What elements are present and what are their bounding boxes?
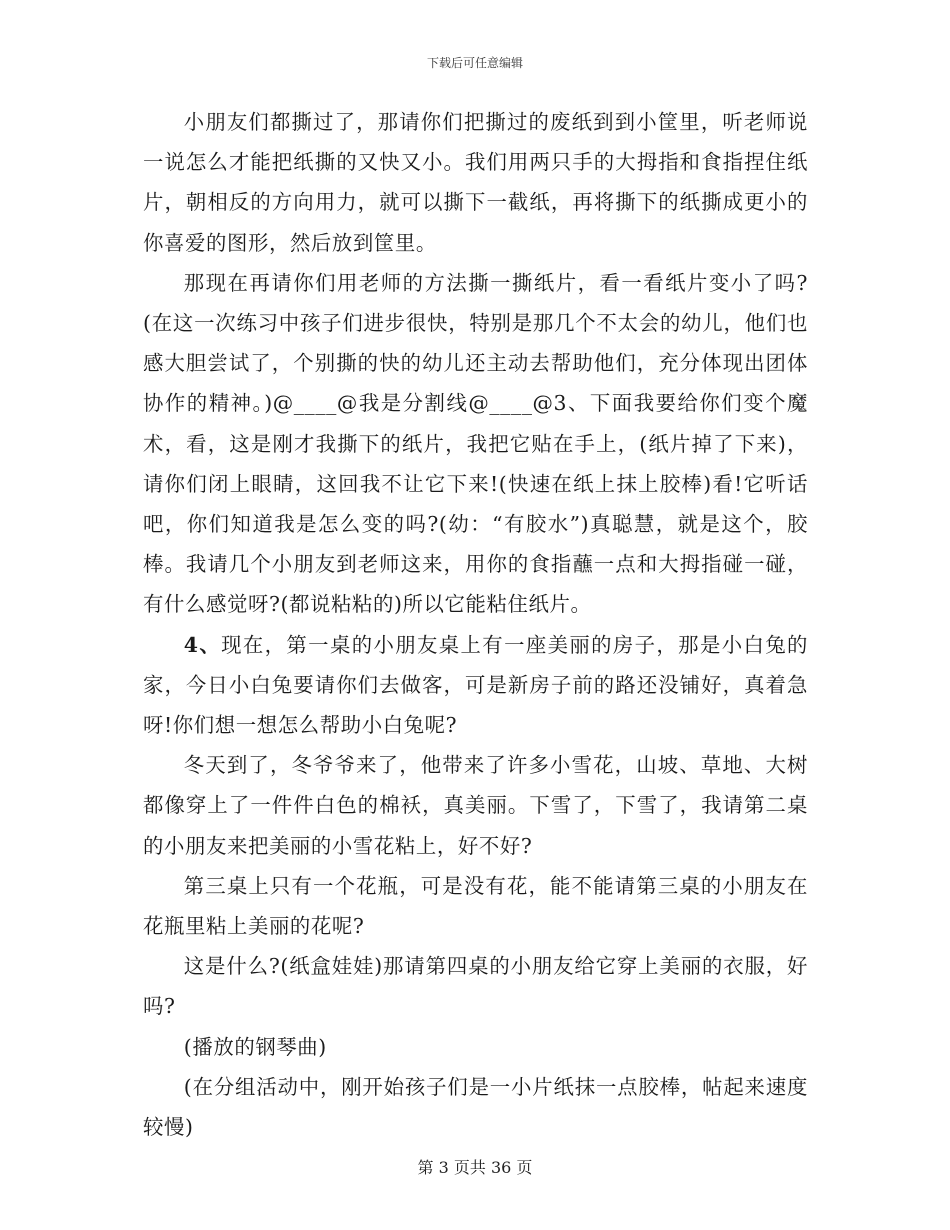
- paragraph-3: [143, 625, 808, 746]
- paragraph-4: 冬天到了，冬爷爷来了，他带来了许多小雪花，山坡、草地、大树都像穿上了一件件白色的棉袄，真美丽。下雪了，下雪了，我请第二桌的小朋友来把美丽的小雪花粘上，好不好?: [143, 753, 808, 858]
- paragraph-3-text: 现在，第一桌的小朋友桌上有一座美丽的房子，那是小白兔的家，今日小白兔要请你们去做客，可是新房子前的路还没铺好，真着急呀!你们想一想怎么帮助小白兔呢?: [143, 632, 808, 738]
- paragraph-1: 小朋友们都撕过了，那请你们把撕过的废纸到到小筐里，听老师说一说怎么才能把纸撕的又快又小。我们用两只手的大拇指和食指捏住纸片，朝相反的方向用力，就可以撕下一截纸，再将撕下的纸撕成更小的你喜爱的图形，然后放到筐里。: [143, 110, 808, 255]
- page-header: 下载后可任意编辑: [426, 56, 523, 70]
- paragraph-6: 这是什么?(纸盒娃娃)那请第四桌的小朋友给它穿上美丽的衣服，好吗?: [143, 954, 808, 1019]
- paragraph-5: 第三桌上只有一个花瓶，可是没有花，能不能请第三桌的小朋友在花瓶里粘上美丽的花呢?: [143, 873, 808, 939]
- page-footer: 第 3 页共 36 页: [417, 1158, 533, 1177]
- document-body: [143, 102, 808, 1147]
- paragraph-7: (播放的钢琴曲): [183, 1034, 327, 1059]
- paragraph-2: 那现在再请你们用老师的方法撕一撕纸片，看一看纸片变小了吗?(在这一次练习中孩子们进步很快，特别是那几个不太会的幼儿，他们也感大胆尝试了，个别撕的快的幼儿还主动去帮助他们，充分体现出团体协作的精神。)@____@我是分割线@____@3、下面我要给你们变个魔术，看，这是刚才我撕下的纸片，我把它贴在手上，(纸片掉了下来)，请你们闭上眼睛，这回我不让它下来!(快速在纸上抹上胶棒)看!它听话吧，你们知道我是怎么变的吗?(幼：“有胶水”)真聪慧，就是这个，胶棒。我请几个小朋友到老师这来，用你的食指蘸一点和大拇指碰一碰，有什么感觉呀?(都说粘粘的)所以它能粘住纸片。: [143, 270, 808, 617]
- step-number: 4、: [183, 632, 222, 657]
- paragraph-8: (在分组活动中，刚开始孩子们是一小片纸抹一点胶棒，帖起来速度较慢): [143, 1074, 808, 1140]
